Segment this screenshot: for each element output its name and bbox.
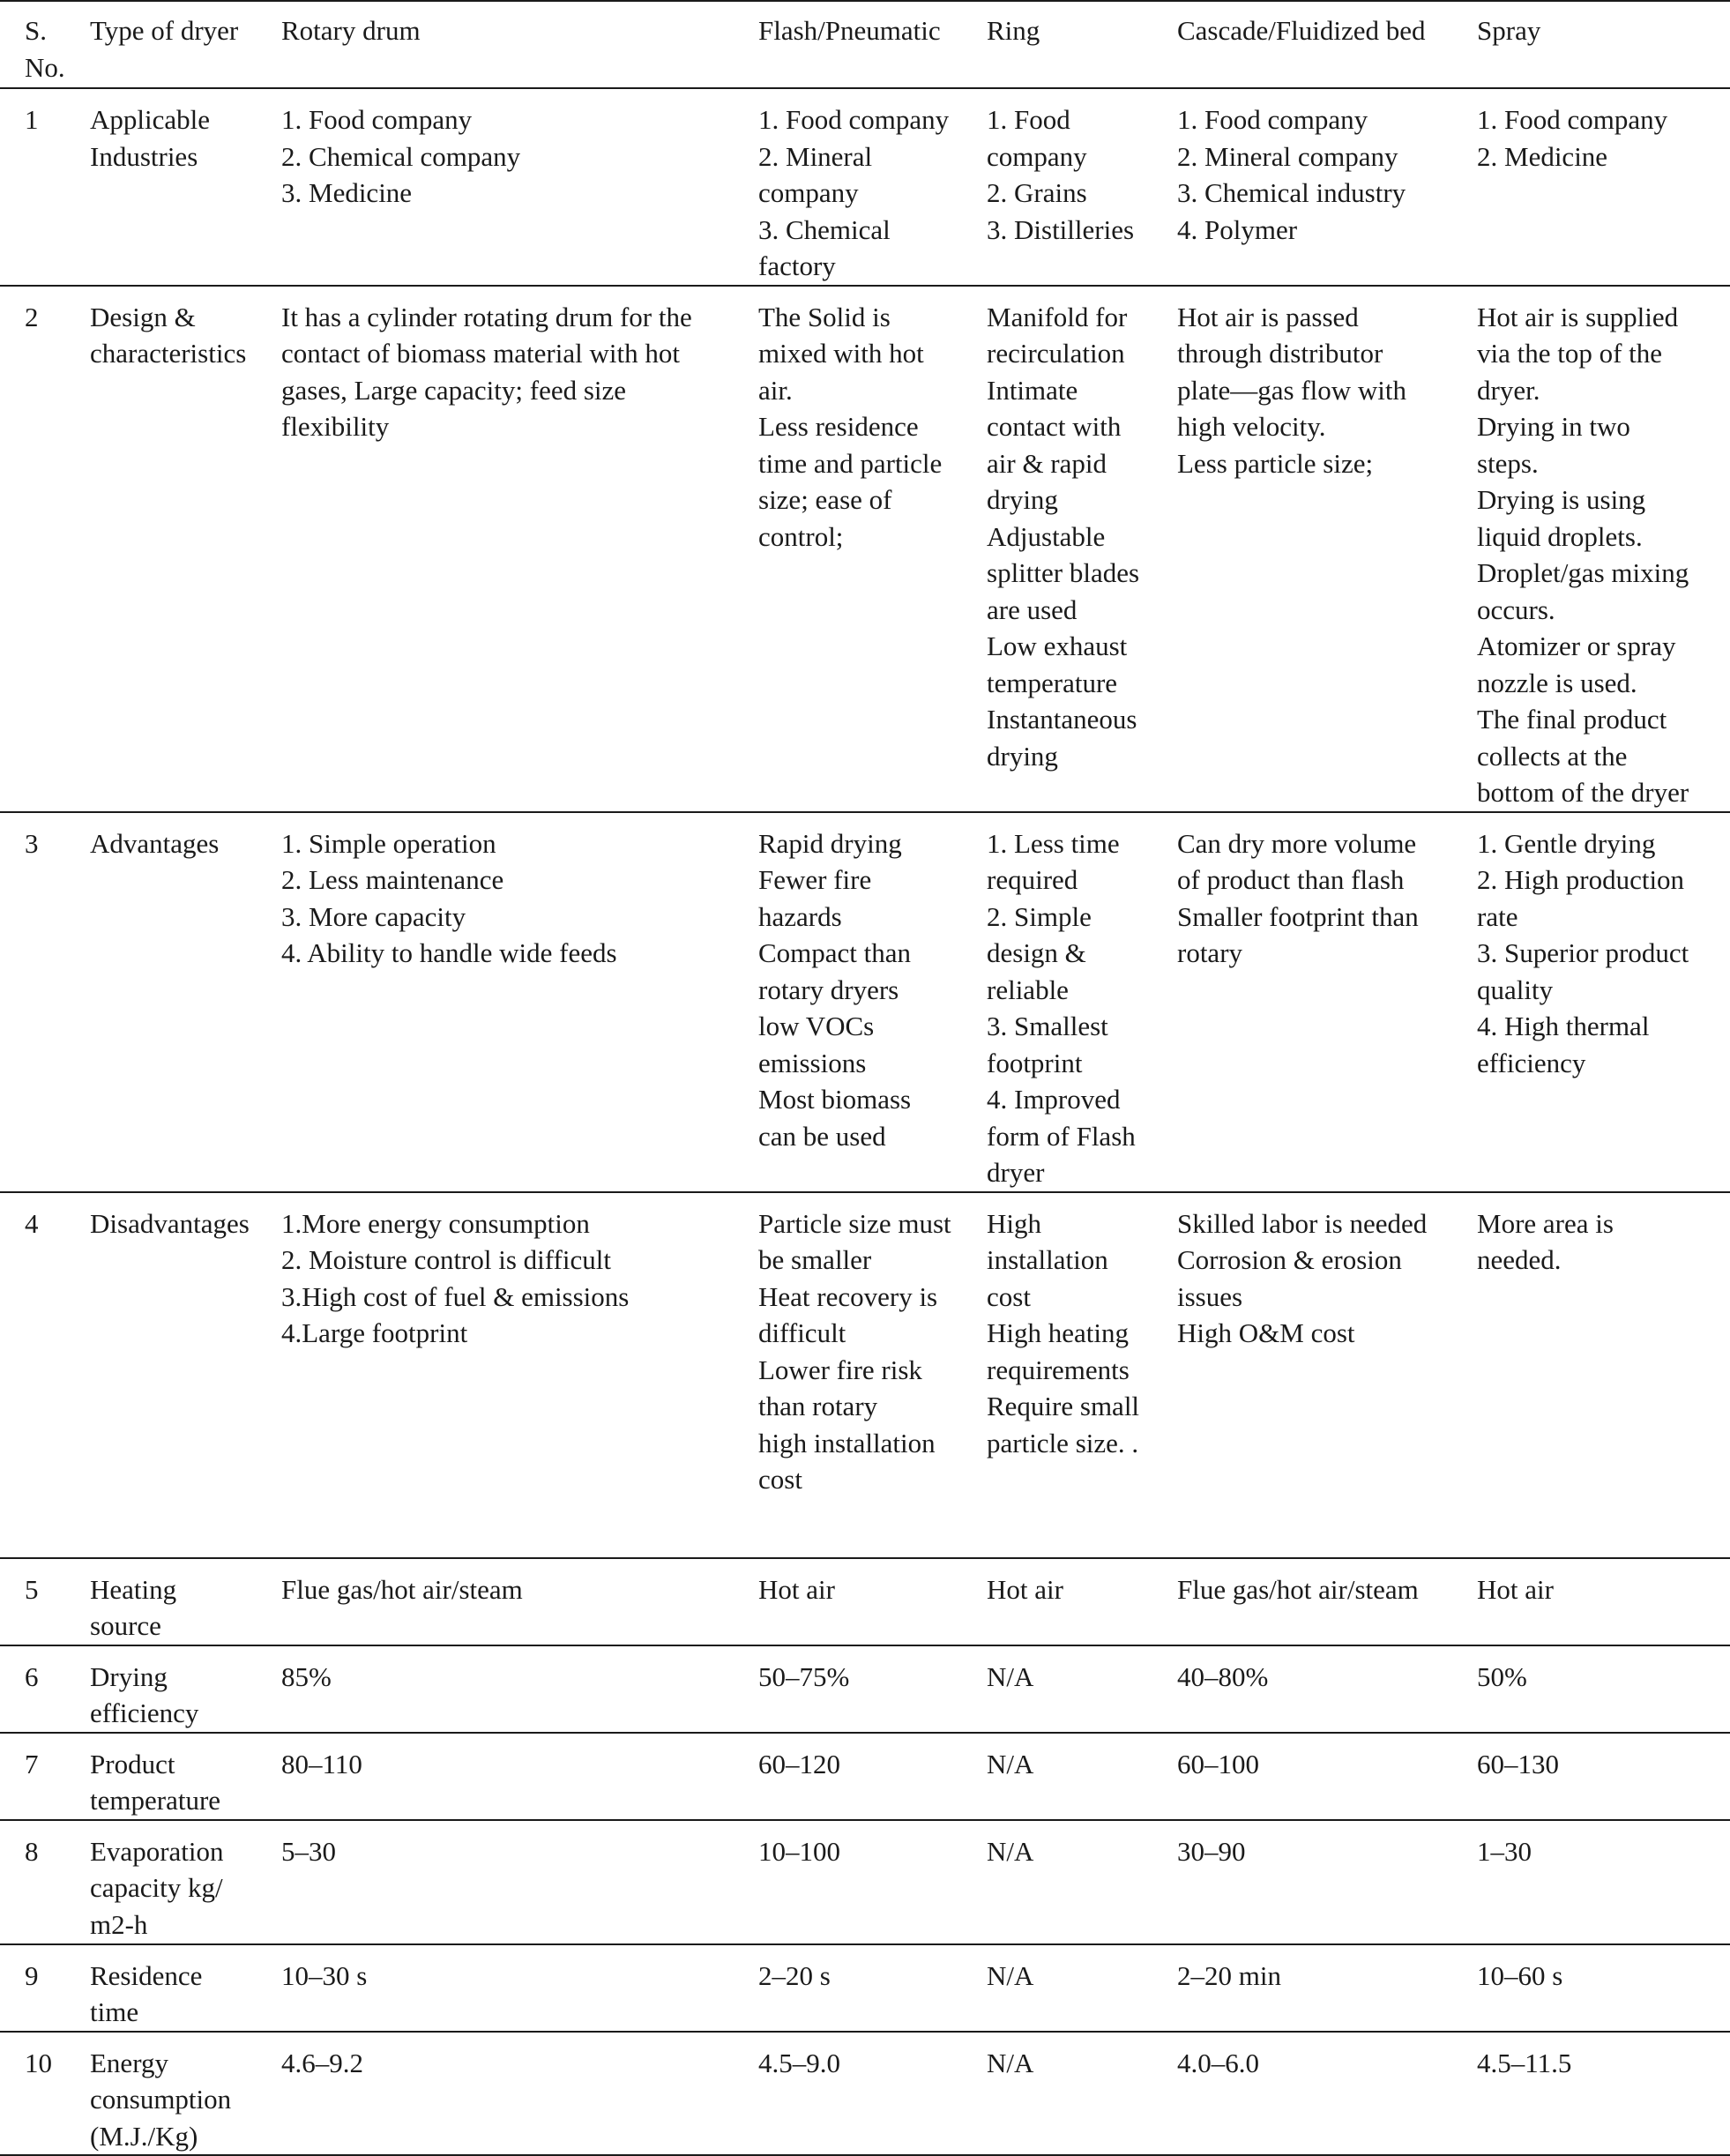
cell-flash-pneumatic xyxy=(758,1733,987,1820)
cell-serial-number xyxy=(0,1733,90,1820)
cell-flash-pneumatic xyxy=(758,286,987,812)
cell-rotary-drum xyxy=(281,1733,758,1820)
cell-text: Product temperature xyxy=(90,1748,221,1816)
table-header xyxy=(0,1,1730,88)
cell-text: 60–130 xyxy=(1477,1748,1559,1779)
cell-text: 1. Food company 2. Mineral company 3. Chemical factory xyxy=(758,104,950,281)
cell-rotary-drum xyxy=(281,1192,758,1558)
cell-rotary-drum xyxy=(281,1645,758,1733)
cell-text: N/A xyxy=(987,1959,1034,1991)
table-row xyxy=(0,1192,1730,1558)
cell-spray xyxy=(1477,1733,1730,1820)
header-rotary-drum: Rotary drum xyxy=(281,15,421,46)
cell-ring xyxy=(987,286,1177,812)
cell-ring xyxy=(987,1645,1177,1733)
header-ring: Ring xyxy=(987,15,1040,46)
cell-text: Flue gas/hot air/steam xyxy=(1177,1573,1419,1605)
cell-flash-pneumatic xyxy=(758,1944,987,2032)
cell-text: Residence time xyxy=(90,1959,203,2027)
cell-cascade-fluidized-bed xyxy=(1177,2032,1477,2156)
cell-text: 40–80% xyxy=(1177,1660,1269,1692)
cell-text: Heating source xyxy=(90,1573,177,1641)
header-type-of-dryer: Type of dryer xyxy=(90,15,239,46)
cell-rotary-drum xyxy=(281,88,758,286)
table-row xyxy=(0,812,1730,1192)
cell-text: Hot air xyxy=(758,1573,835,1605)
cell-text: 2–20 s xyxy=(758,1959,831,1991)
cell-text: 10–30 s xyxy=(281,1959,368,1991)
cell-ring xyxy=(987,1820,1177,1944)
cell-text: 80–110 xyxy=(281,1748,362,1779)
cell-text: Hot air is passed through distributor plate—gas flow with high velocity. Less particle size; xyxy=(1177,301,1407,479)
cell-rotary-drum xyxy=(281,286,758,812)
cell-text: 1–30 xyxy=(1477,1835,1532,1867)
cell-cascade-fluidized-bed xyxy=(1177,1192,1477,1558)
table-row xyxy=(0,1820,1730,1944)
cell-spray xyxy=(1477,1820,1730,1944)
cell-text: N/A xyxy=(987,1660,1034,1692)
cell-text: Design & characteristics xyxy=(90,301,247,369)
cell-rotary-drum xyxy=(281,1820,758,1944)
cell-cascade-fluidized-bed xyxy=(1177,88,1477,286)
header-cascade-fluidized-bed: Cascade/Fluidized bed xyxy=(1177,15,1426,46)
cell-spray xyxy=(1477,1944,1730,2032)
table-body xyxy=(0,88,1730,2155)
cell-serial-number xyxy=(0,1820,90,1944)
cell-text: Manifold for recirculation Intimate contact with air & rapid drying Adjustable splitter blades are used Low exhaust temperature Instantaneous drying xyxy=(987,301,1140,772)
cell-type-of-dryer xyxy=(90,88,281,286)
cell-type-of-dryer xyxy=(90,1733,281,1820)
cell-serial-number xyxy=(0,2032,90,2156)
cell-text: More area is needed. xyxy=(1477,1207,1614,1275)
cell-rotary-drum xyxy=(281,2032,758,2156)
cell-cascade-fluidized-bed xyxy=(1177,286,1477,812)
table-row xyxy=(0,2032,1730,2156)
cell-text: 1. Food company 2. Mineral company 3. Chemical industry 4. Polymer xyxy=(1177,104,1406,245)
cell-text: Can dry more volume of product than flash Smaller footprint than rotary xyxy=(1177,827,1419,968)
cell-ring xyxy=(987,1192,1177,1558)
cell-text: Energy consumption (M.J./Kg) xyxy=(90,2047,232,2152)
cell-text: 5 xyxy=(25,1573,39,1605)
cell-text: Applicable Industries xyxy=(90,104,211,172)
cell-text: 10–60 s xyxy=(1477,1959,1563,1991)
table-row xyxy=(0,1944,1730,2032)
cell-flash-pneumatic xyxy=(758,88,987,286)
cell-text: 60–120 xyxy=(758,1748,840,1779)
header-row xyxy=(0,1,1730,88)
cell-cascade-fluidized-bed xyxy=(1177,1558,1477,1645)
cell-text: 5–30 xyxy=(281,1835,336,1867)
cell-ring xyxy=(987,1944,1177,2032)
cell-ring xyxy=(987,1558,1177,1645)
cell-text: Hot air xyxy=(1477,1573,1554,1605)
cell-text: 10 xyxy=(25,2047,52,2078)
cell-serial-number xyxy=(0,286,90,812)
cell-type-of-dryer xyxy=(90,1645,281,1733)
cell-text: Hot air xyxy=(987,1573,1063,1605)
cell-text: 30–90 xyxy=(1177,1835,1246,1867)
table-row xyxy=(0,1645,1730,1733)
cell-type-of-dryer xyxy=(90,1192,281,1558)
cell-cascade-fluidized-bed xyxy=(1177,1944,1477,2032)
cell-text: 1. Food company 2. Grains 3. Distilleries xyxy=(987,104,1135,245)
cell-text: 1. Gentle drying 2. High production rate 3. Superior product quality 4. High thermal efficiency xyxy=(1477,827,1689,1078)
cell-type-of-dryer xyxy=(90,2032,281,2156)
cell-ring xyxy=(987,2032,1177,2156)
cell-text: Disadvantages xyxy=(90,1207,250,1239)
cell-text: Evaporation capacity kg/ m2-h xyxy=(90,1835,224,1940)
cell-rotary-drum xyxy=(281,812,758,1192)
cell-text: N/A xyxy=(987,1835,1034,1867)
table-row xyxy=(0,286,1730,812)
cell-text: Particle size must be smaller Heat recovery is difficult Lower fire risk than rotary high installation cost xyxy=(758,1207,951,1495)
cell-text: 1. Less time required 2. Simple design & reliable 3. Smallest footprint 4. Improved form of Flash dryer xyxy=(987,827,1136,1188)
cell-text: The Solid is mixed with hot air. Less residence time and particle size; ease of control; xyxy=(758,301,943,552)
cell-text: 1. Food company 2. Chemical company 3. Medicine xyxy=(281,104,521,208)
cell-cascade-fluidized-bed xyxy=(1177,812,1477,1192)
header-flash-pneumatic: Flash/Pneumatic xyxy=(758,15,941,46)
cell-serial-number xyxy=(0,812,90,1192)
cell-serial-number xyxy=(0,1944,90,2032)
cell-text: Skilled labor is needed Corrosion & erosion issues High O&M cost xyxy=(1177,1207,1428,1348)
table-row xyxy=(0,1558,1730,1645)
cell-text: 9 xyxy=(25,1959,39,1991)
cell-text: 85% xyxy=(281,1660,332,1692)
cell-spray xyxy=(1477,1645,1730,1733)
cell-text: 1. Food company 2. Medicine xyxy=(1477,104,1668,172)
cell-cascade-fluidized-bed xyxy=(1177,1820,1477,1944)
cell-rotary-drum xyxy=(281,1944,758,2032)
cell-text: 1.More energy consumption 2. Moisture control is difficult 3.High cost of fuel & emissions 4.Large footprint xyxy=(281,1207,630,1348)
cell-text: 60–100 xyxy=(1177,1748,1259,1779)
header-spray: Spray xyxy=(1477,15,1541,46)
cell-text: Hot air is supplied via the top of the dryer. Drying in two steps. Drying is using liquid droplets. Droplet/gas mixing occurs. Atomizer or spray nozzle is used. The final product collects at the bottom of the dryer xyxy=(1477,301,1689,808)
cell-text: 7 xyxy=(25,1748,39,1779)
cell-text: 4.5–11.5 xyxy=(1477,2047,1572,2078)
cell-flash-pneumatic xyxy=(758,812,987,1192)
cell-text: 4 xyxy=(25,1207,39,1239)
cell-type-of-dryer xyxy=(90,1558,281,1645)
cell-text: 1. Simple operation 2. Less maintenance 3. More capacity 4. Ability to handle wide feeds xyxy=(281,827,617,968)
cell-ring xyxy=(987,1733,1177,1820)
cell-type-of-dryer xyxy=(90,1944,281,2032)
cell-text: 2 xyxy=(25,301,39,332)
table-row xyxy=(0,1733,1730,1820)
cell-serial-number xyxy=(0,1192,90,1558)
cell-flash-pneumatic xyxy=(758,2032,987,2156)
cell-text: 4.0–6.0 xyxy=(1177,2047,1259,2078)
cell-text: 4.5–9.0 xyxy=(758,2047,840,2078)
cell-serial-number xyxy=(0,88,90,286)
cell-text: 6 xyxy=(25,1660,39,1692)
cell-cascade-fluidized-bed xyxy=(1177,1645,1477,1733)
cell-ring xyxy=(987,88,1177,286)
cell-type-of-dryer xyxy=(90,812,281,1192)
cell-text: Advantages xyxy=(90,827,220,859)
cell-flash-pneumatic xyxy=(758,1820,987,1944)
cell-spray xyxy=(1477,1558,1730,1645)
cell-spray xyxy=(1477,286,1730,812)
cell-text: It has a cylinder rotating drum for the contact of biomass material with hot gases, Large capacity; feed size flexibility xyxy=(281,301,692,442)
cell-type-of-dryer xyxy=(90,1820,281,1944)
cell-text: 3 xyxy=(25,827,39,859)
cell-ring xyxy=(987,812,1177,1192)
cell-spray xyxy=(1477,1192,1730,1558)
cell-serial-number xyxy=(0,1645,90,1733)
cell-text: 50% xyxy=(1477,1660,1527,1692)
cell-text: 2–20 min xyxy=(1177,1959,1281,1991)
cell-spray xyxy=(1477,88,1730,286)
cell-text: N/A xyxy=(987,1748,1034,1779)
cell-spray xyxy=(1477,812,1730,1192)
cell-text: 4.6–9.2 xyxy=(281,2047,363,2078)
cell-type-of-dryer xyxy=(90,286,281,812)
cell-serial-number xyxy=(0,1558,90,1645)
table-row xyxy=(0,88,1730,286)
cell-rotary-drum xyxy=(281,1558,758,1645)
cell-text: 8 xyxy=(25,1835,39,1867)
cell-spray xyxy=(1477,2032,1730,2156)
cell-text: Drying efficiency xyxy=(90,1660,199,1728)
cell-text: High installation cost High heating requirements Require small particle size. . xyxy=(987,1207,1140,1458)
cell-text: Rapid drying Fewer fire hazards Compact than rotary dryers low VOCs emissions Most biomass can be used xyxy=(758,827,912,1152)
cell-flash-pneumatic xyxy=(758,1558,987,1645)
cell-text: N/A xyxy=(987,2047,1034,2078)
cell-text: Flue gas/hot air/steam xyxy=(281,1573,523,1605)
cell-cascade-fluidized-bed xyxy=(1177,1733,1477,1820)
cell-text: 1 xyxy=(25,104,39,135)
header-serial-number: S. No. xyxy=(25,15,65,83)
cell-flash-pneumatic xyxy=(758,1192,987,1558)
cell-flash-pneumatic xyxy=(758,1645,987,1733)
cell-text: 50–75% xyxy=(758,1660,850,1692)
cell-text: 10–100 xyxy=(758,1835,840,1867)
